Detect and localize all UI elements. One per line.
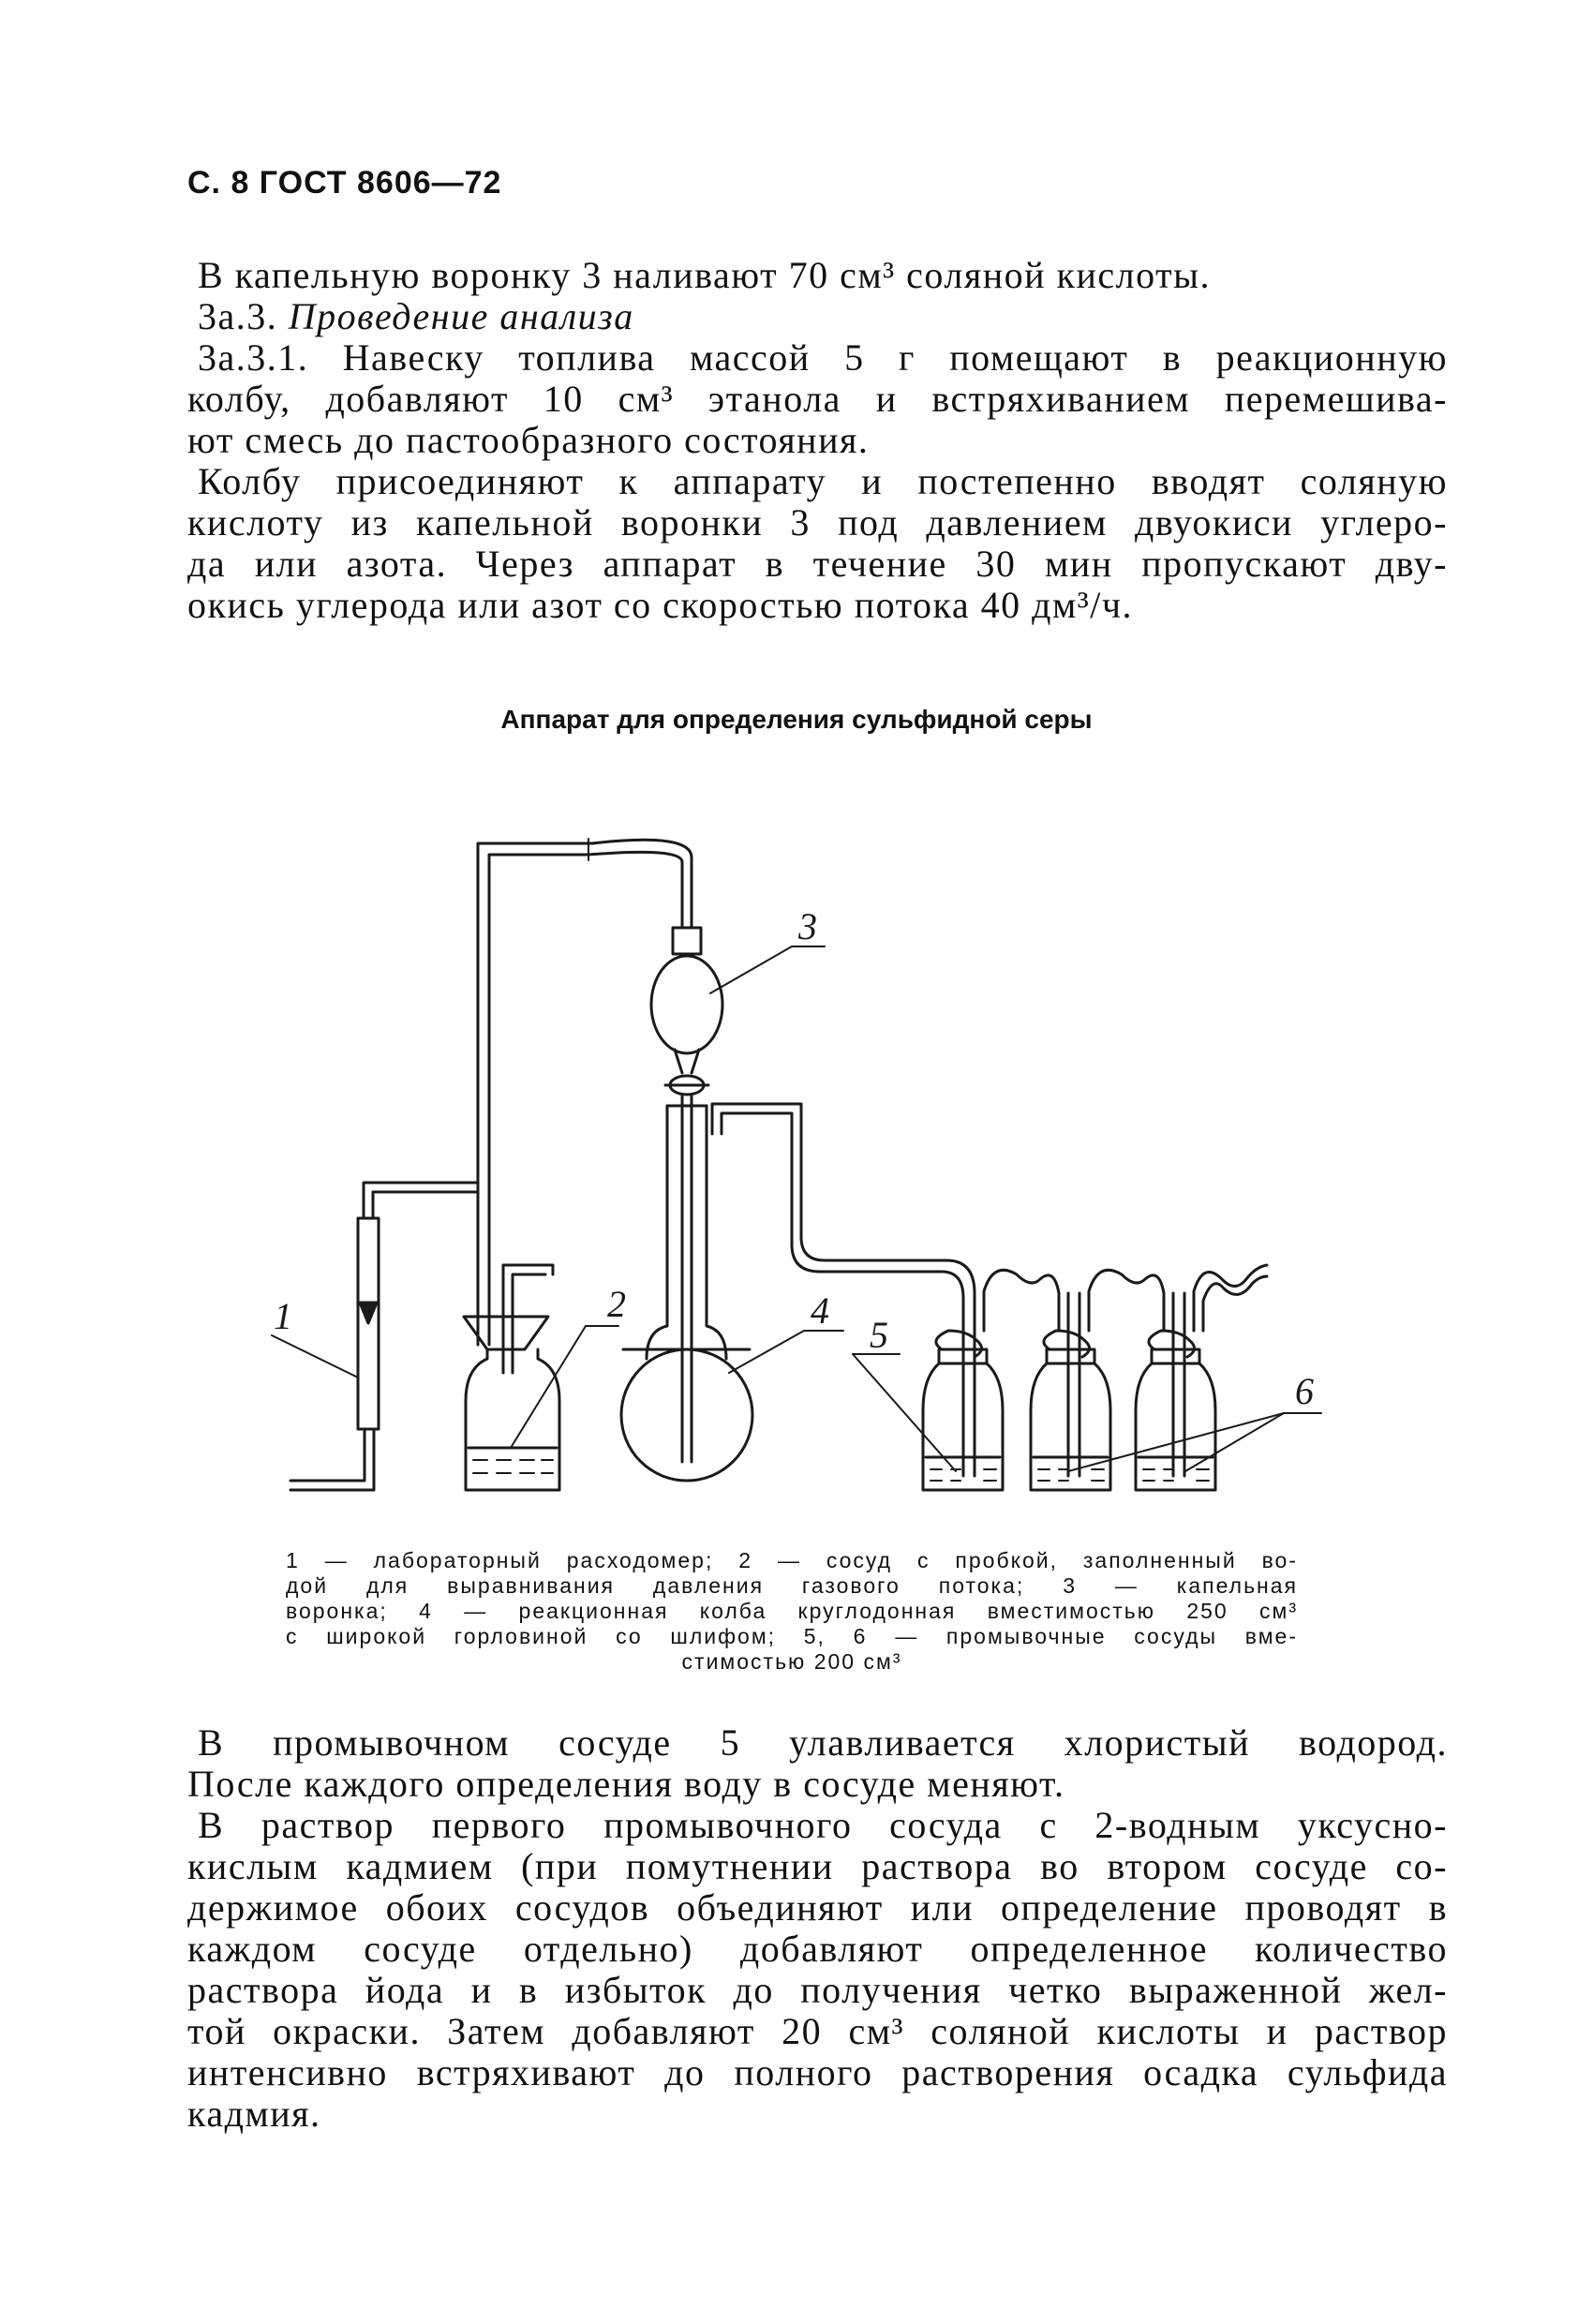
text-line: кислым кадмием (при помутнении раствора во втором сосуде со-: [187, 1845, 1448, 1887]
label-6: 6: [1295, 1370, 1314, 1412]
leveling-vessel: [464, 1265, 618, 1490]
wash-bottle-5: [853, 1270, 1059, 1490]
top-gas-line: [478, 839, 692, 1345]
label-2: 2: [607, 1283, 626, 1325]
text-line: держимое обоих сосудов объединяют или определение проводят в: [187, 1886, 1448, 1929]
label-5: 5: [870, 1314, 888, 1356]
flow-meter: [272, 1183, 478, 1490]
text-line: ют смесь до пастообразного состояния.: [187, 419, 870, 461]
text-line: да или азота. Через аппарат в течение 30 мин пропускают дву-: [187, 543, 1448, 585]
text-line: Колбу присоединяют к аппарату и постепенно вводят соляную: [198, 460, 1448, 502]
text-line: После каждого определения воду в сосуде меняют.: [187, 1763, 1065, 1805]
caption-line: с широкой горловиной со шлифом; 5, 6 — промывочные сосуды вме-: [286, 1624, 1298, 1648]
caption-line: дой для выравнивания давления газового потока; 3 — капельная: [286, 1573, 1298, 1598]
caption-line: воронка; 4 — реакционная колба круглодонная вместимостью 250 см³: [286, 1599, 1298, 1623]
caption-line: 1 — лабораторный расходомер; 2 — сосуд с пробкой, заполненный во-: [286, 1548, 1298, 1572]
label-4: 4: [811, 1289, 829, 1332]
section-title: Проведение анализа: [288, 295, 634, 337]
text-line: раствора йода и в избыток до получения четко выраженной жел-: [187, 1969, 1448, 2011]
text-line: кислоту из капельной воронки 3 под давлением двуокиси углеро-: [187, 501, 1448, 544]
text-line: окись углерода или азот со скоростью потока 40 дм³/ч.: [187, 584, 1133, 626]
text-line: интенсивно встряхивают до полного растворения осадка сульфида: [187, 2051, 1448, 2093]
text-line: каждом сосуде отдельно) добавляют определенное количество: [187, 1928, 1448, 1970]
section-number: 3а.3.: [198, 295, 278, 337]
text-line: В капельную воронку 3 наливают 70 см³ соляной кислоты.: [198, 254, 1211, 296]
text-line: той окраски. Затем добавляют 20 см³ соляной кислоты и раствор: [187, 2010, 1448, 2052]
text-line: В промывочном сосуде 5 улавливается хлористый водород.: [198, 1721, 1448, 1764]
text-line: 3а.3.1. Навеску топлива массой 5 г помещают в реакционную: [198, 336, 1448, 379]
dropping-funnel: [651, 928, 825, 1462]
caption-line: стимостью 200 см³: [681, 1649, 902, 1674]
figure-caption: [286, 1548, 1298, 1675]
paragraph-body: [187, 1722, 1448, 2135]
text-line: колбу, добавляют 10 см³ этанола и встряхиванием перемешива-: [187, 378, 1448, 420]
label-1: 1: [274, 1295, 292, 1337]
page-header: С. 8 ГОСТ 8606—72: [187, 165, 502, 201]
text-line: В раствор первого промывочного сосуда с 2-водным уксусно-: [198, 1804, 1448, 1846]
label-3: 3: [798, 905, 817, 947]
figure-title: Аппарат для определения сульфидной серы: [500, 705, 1093, 734]
text-line: кадмия.: [187, 2093, 321, 2135]
